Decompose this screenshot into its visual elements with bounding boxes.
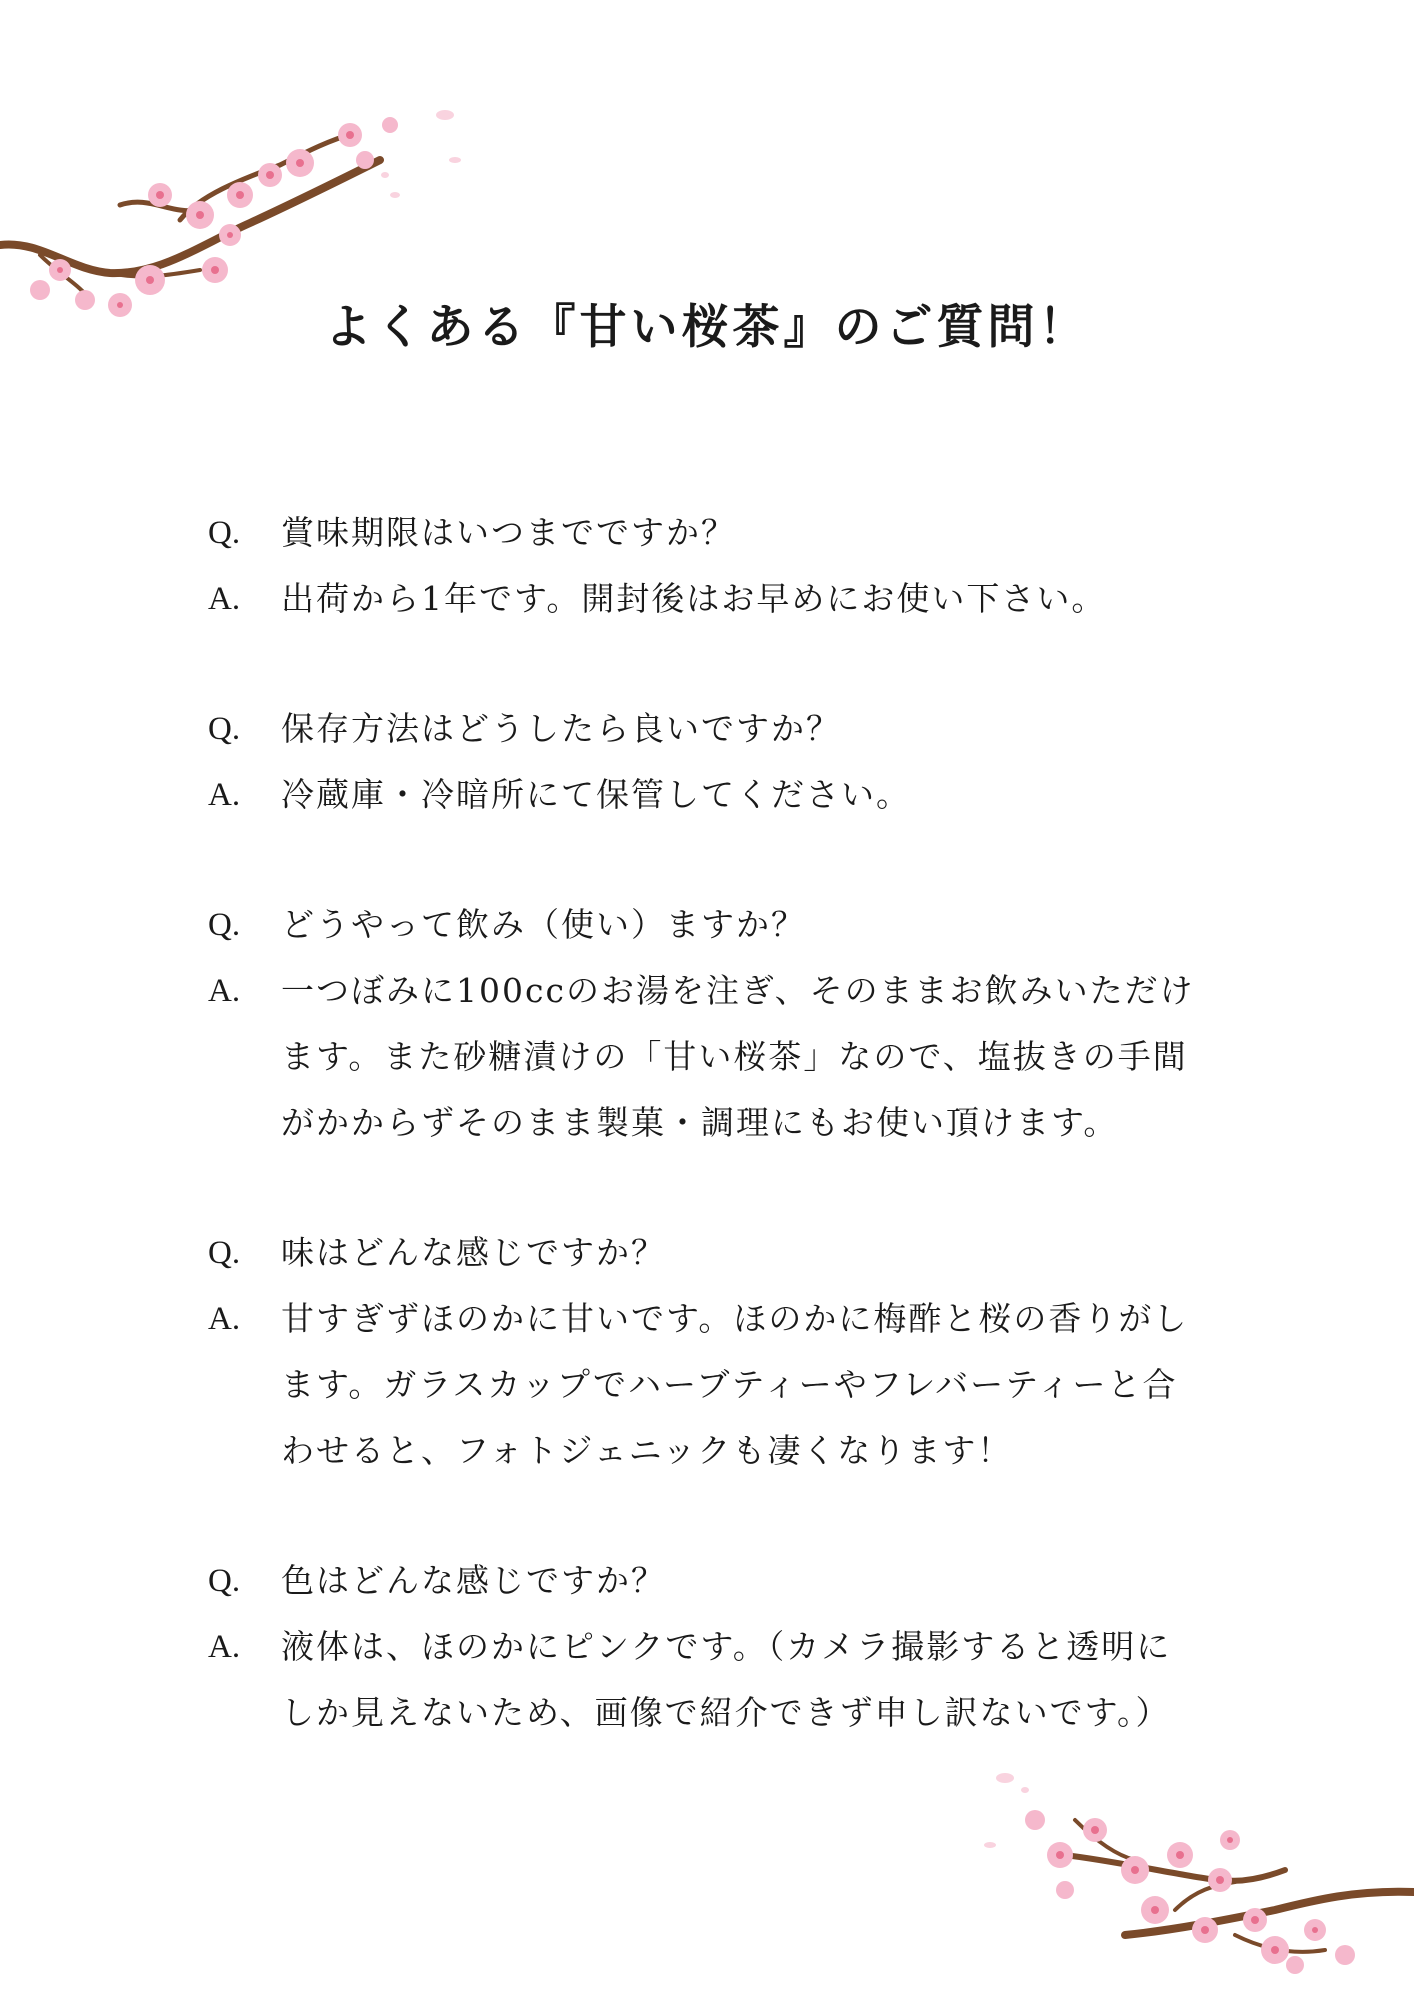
answer-row xyxy=(208,762,1218,828)
q-mark: Q. xyxy=(208,515,241,551)
faq-item xyxy=(208,500,1218,632)
faq-item xyxy=(208,696,1218,828)
faq-item xyxy=(208,1220,1218,1484)
question-row xyxy=(208,696,1218,762)
a-mark: A. xyxy=(208,1301,241,1337)
question-text: 色はどんな感じですか？ xyxy=(281,1561,666,1600)
page-title: よくある『甘い桜茶』のご質問！ xyxy=(324,300,1090,355)
cherry-blossom-branch-bottom-right-icon xyxy=(975,1760,1414,1990)
answer-text: 一つぼみに100ccのお湯を注ぎ、そのままお飲みいただけ ます。また砂糖漬けの「甘い桜茶」なので、塩抜きの手間 がかからずそのまま製菓・調理にもお使い頂けます。 xyxy=(281,971,1195,1142)
answer-row xyxy=(208,566,1218,632)
question-row xyxy=(208,1548,1218,1614)
question-text: 賞味期限はいつまでですか？ xyxy=(281,513,736,552)
question-row xyxy=(208,500,1218,566)
q-mark: Q. xyxy=(208,907,241,943)
a-mark: A. xyxy=(208,777,241,813)
answer-text: 冷蔵庫・冷暗所にて保管してください。 xyxy=(281,775,911,814)
faq-item xyxy=(208,1548,1218,1746)
a-mark: A. xyxy=(208,581,241,617)
a-mark: A. xyxy=(208,1629,241,1665)
question-row xyxy=(208,892,1218,958)
answer-row xyxy=(208,1614,1218,1746)
answer-text: 甘すぎずほのかに甘いです。ほのかに梅酢と桜の香りがし ます。ガラスカップでハーブティーやフレバーティーと合 わせると、フォトジェニックも凄くなります！ xyxy=(281,1299,1189,1470)
question-row xyxy=(208,1220,1218,1286)
q-mark: Q. xyxy=(208,1563,241,1599)
answer-text: 出荷から1年です。開封後はお早めにお使い下さい。 xyxy=(281,579,1107,618)
answer-row xyxy=(208,1286,1218,1484)
question-text: 味はどんな感じですか？ xyxy=(281,1233,666,1272)
q-mark: Q. xyxy=(208,711,241,747)
question-text: 保存方法はどうしたら良いですか？ xyxy=(281,709,841,748)
answer-row xyxy=(208,958,1218,1156)
answer-text: 液体は、ほのかにピンクです。（カメラ撮影すると透明に しか見えないため、画像で紹介できず申し訳ないです。） xyxy=(281,1627,1172,1732)
faq-item xyxy=(208,892,1218,1156)
faq-list xyxy=(208,500,1218,1810)
question-text: どうやって飲み（使い）ますか？ xyxy=(281,905,806,944)
a-mark: A. xyxy=(208,973,241,1009)
q-mark: Q. xyxy=(208,1235,241,1271)
